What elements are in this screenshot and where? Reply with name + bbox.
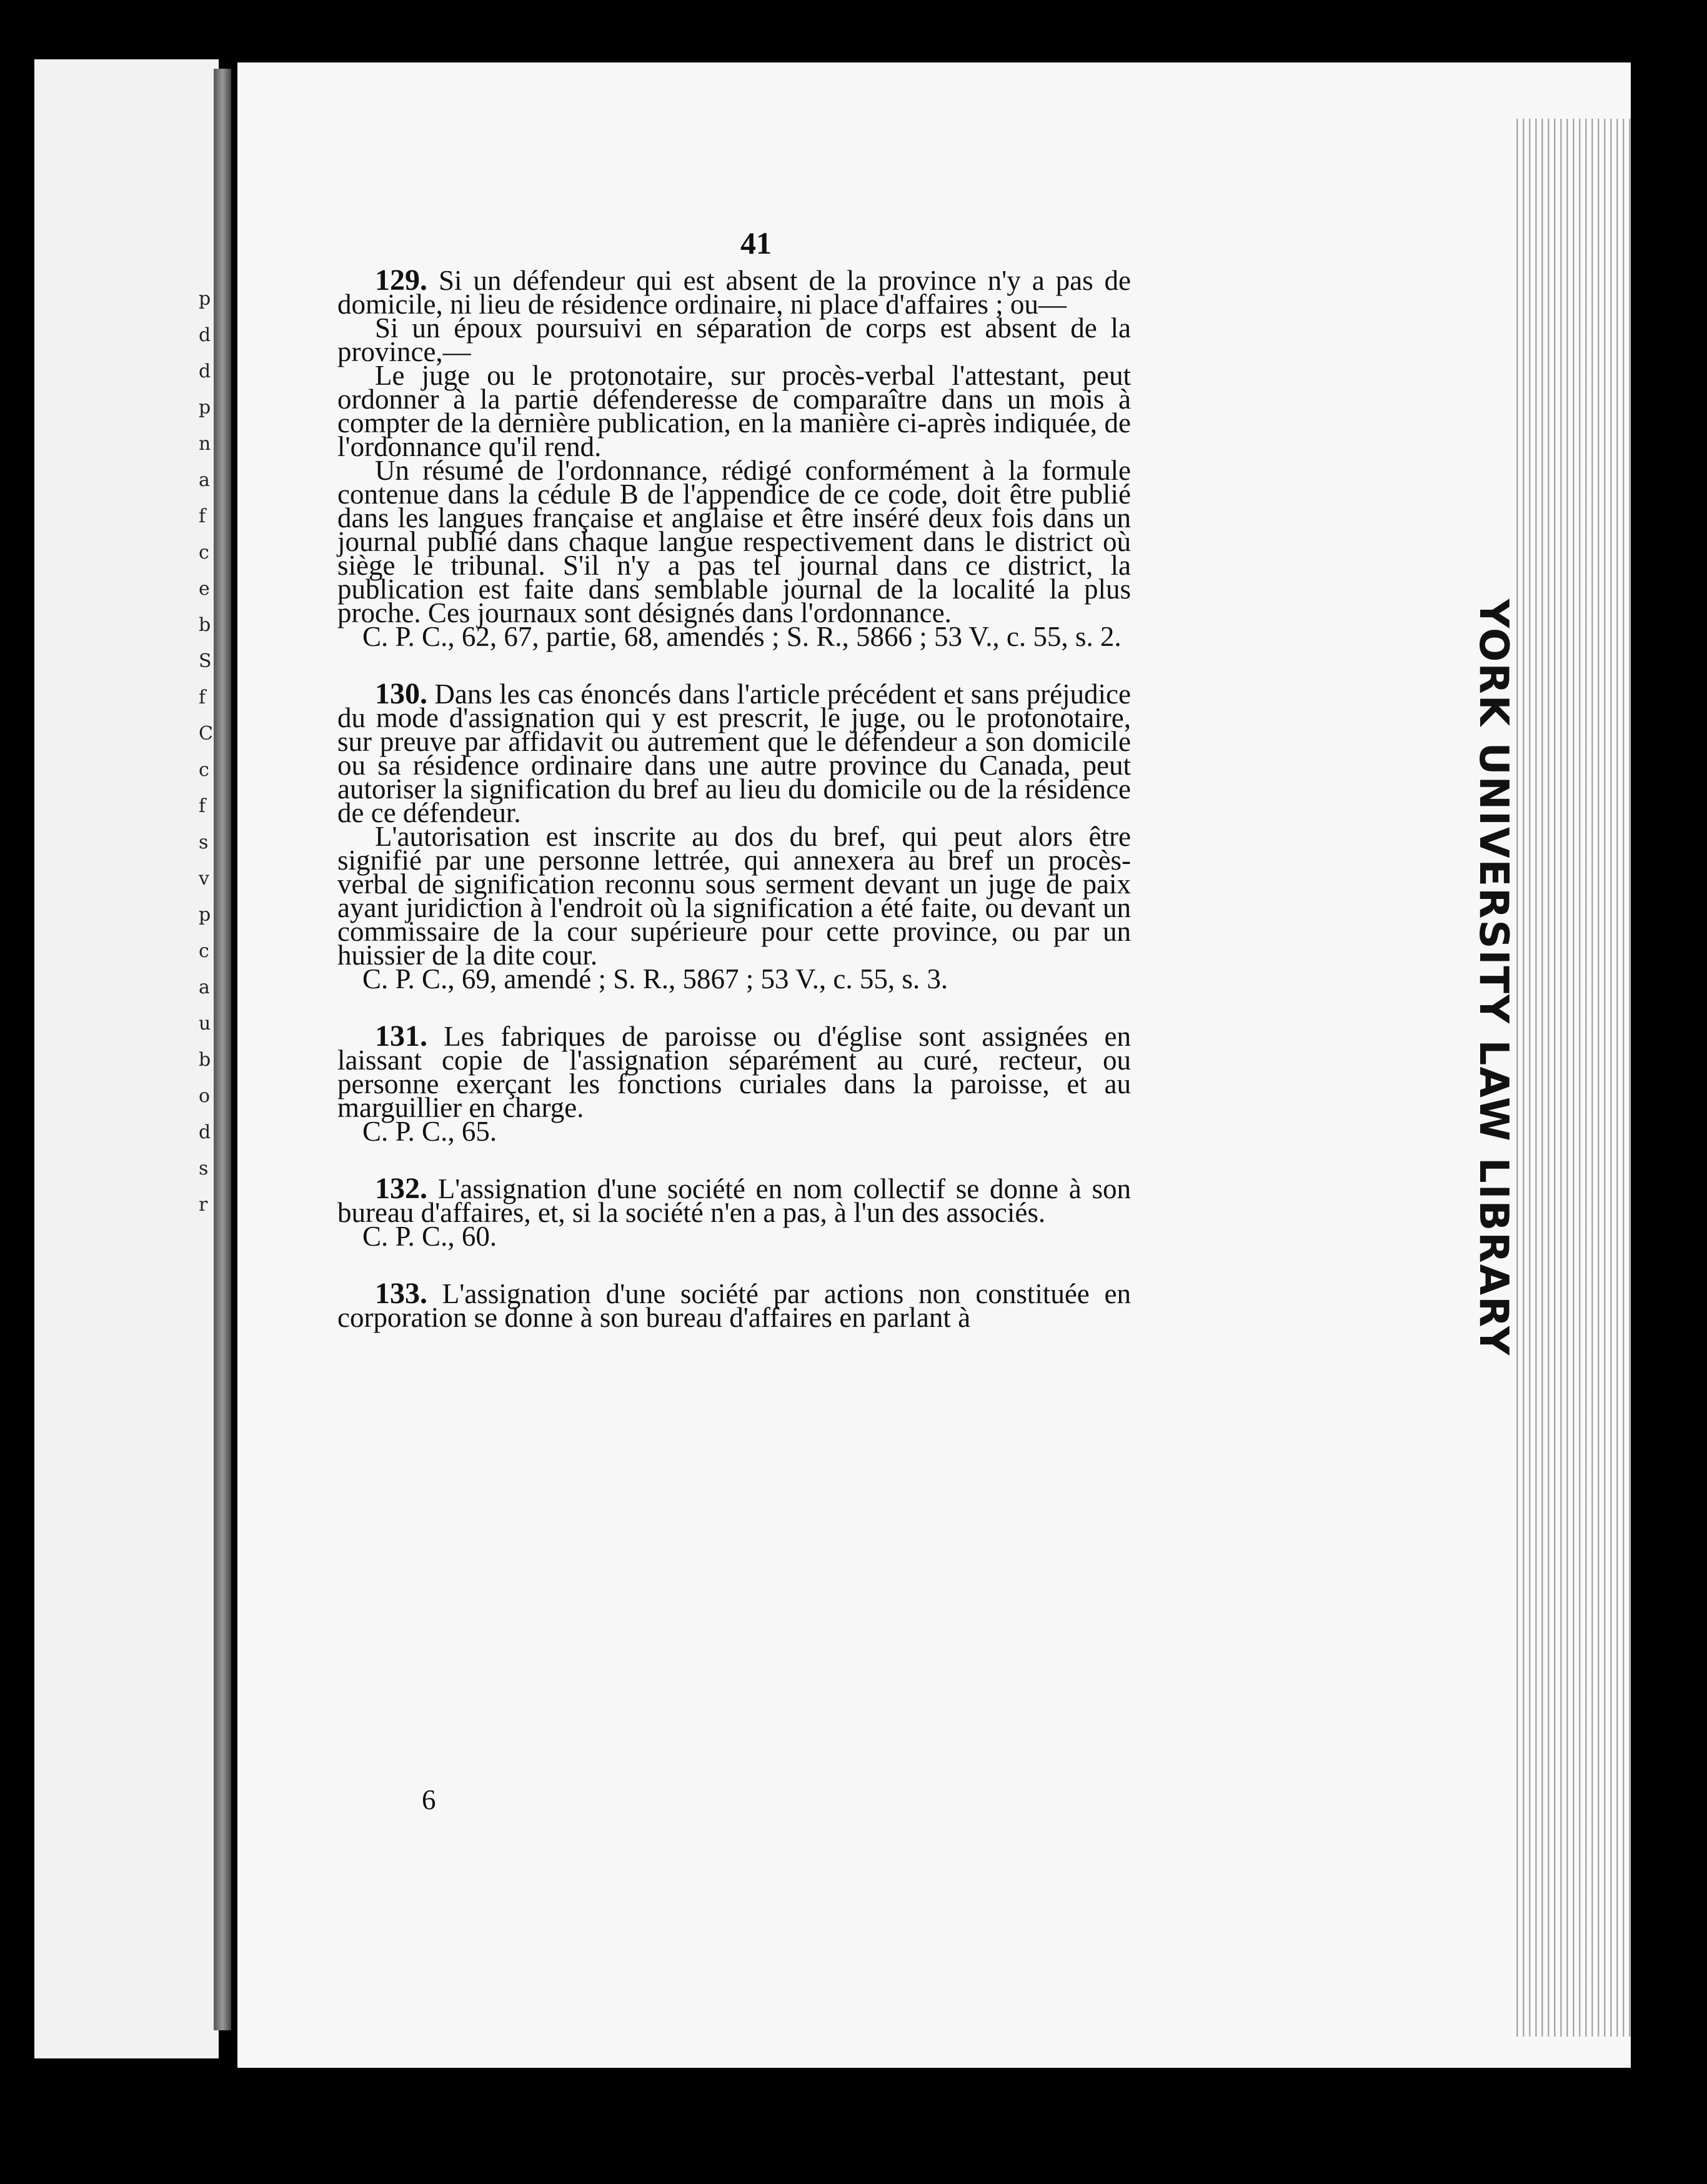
article-132	[337, 1172, 1131, 1252]
margin-fragment: d	[199, 1121, 211, 1143]
article-paragraph: 132. L'assignation d'une société en nom collectif se donne à son bureau d'affaires, et, si la société n'en a pas, à l'un des associés.	[337, 1172, 1131, 1228]
margin-fragment: C	[199, 723, 213, 745]
article-number: 131.	[375, 1020, 427, 1053]
margin-fragment: c	[199, 759, 209, 781]
book-spine	[214, 69, 231, 2030]
margin-fragment: c	[199, 940, 209, 962]
margin-fragment: u	[199, 1013, 211, 1035]
margin-fragment: f	[199, 505, 206, 527]
margin-fragment: s	[199, 831, 209, 853]
article-paragraph: 129. Si un défendeur qui est absent de la province n'y a pas de domicile, ni lieu de résidence ordinaire, ni place d'affaires ; ou—	[337, 264, 1132, 320]
left-page-margin-fragments	[199, 281, 214, 1718]
library-stamp-text: YORK UNIVERSITY LAW LIBRARY	[1470, 598, 1516, 1357]
article-reference: C. P. C., 65.	[362, 1116, 497, 1147]
margin-fragment: f	[199, 795, 206, 817]
article-number: 132.	[375, 1172, 427, 1205]
signature-mark: 6	[422, 1784, 436, 1815]
margin-fragment: c	[199, 542, 209, 563]
article-reference: C. P. C., 69, amendé ; S. R., 5867 ; 53 V., c. 55, s. 3.	[362, 963, 948, 995]
margin-fragment: e	[199, 578, 210, 600]
article-reference: C. P. C., 62, 67, partie, 68, amendés ; S. R., 5866 ; 53 V., c. 55, s. 2.	[362, 621, 1122, 652]
article-paragraph: Le juge ou le protonotaire, sur procès-verbal l'attestant, peut ordonner à la partie défenderesse de comparaître dans un mois à compter de la dernière publication, en la manière ci-après indiquée, de l'ordonnance qu'il rend.	[337, 360, 1131, 462]
margin-fragment: n	[199, 433, 211, 455]
article-130	[337, 677, 1131, 995]
margin-fragment: f	[199, 687, 206, 708]
article-paragraph: 130. Dans les cas énoncés dans l'article précédent et sans préjudice du mode d'assignation qui y est prescrit, le juge, ou le protonotaire, sur preuve par affidavit ou autrement que le défendeur a son domicile ou sa résidence ordinaire dans une autre province du Canada, peut autoriser la signification du bref au lieu du domicile ou de la résidence de ce défendeur.	[337, 677, 1131, 828]
article-133	[337, 1277, 1131, 1333]
margin-fragment: S	[199, 650, 212, 672]
article-paragraph: Si un époux poursuivi en séparation de corps est absent de la province,—	[337, 312, 1131, 367]
article-129	[337, 264, 1132, 652]
library-stamp	[1462, 598, 1525, 1357]
text-column	[337, 264, 1132, 1862]
margin-fragment: p	[199, 904, 211, 926]
article-number: 129.	[375, 264, 427, 297]
article-number: 133.	[375, 1277, 427, 1310]
article-paragraph: 131. Les fabriques de paroisse ou d'église sont assignées en laissant copie de l'assignation séparément au curé, recteur, ou personne exerçant les fonctions curiales dans la paroisse, et au marguillier en charge.	[337, 1020, 1131, 1123]
margin-fragment: p	[199, 288, 211, 310]
article-paragraph: 133. L'assignation d'une société par actions non constituée en corporation se donne à son bureau d'affaires en parlant à	[337, 1277, 1131, 1333]
article-reference: C. P. C., 60.	[362, 1221, 497, 1252]
margin-fragment: d	[199, 324, 211, 346]
left-page	[34, 59, 219, 2058]
page-number: 41	[740, 226, 772, 261]
margin-fragment: a	[199, 469, 210, 491]
margin-fragment: v	[199, 868, 209, 890]
article-paragraph: L'autorisation est inscrite au dos du bref, qui peut alors être signifié par une personne lettrée, qui annexera au bref un procès-verbal de signification reconnu sous serment devant un juge de paix ayant juridiction à l'endroit où la signification a été faite, ou devant un commissaire de la cour supérieure pour cette province, ou par un huissier de la dite cour.	[337, 821, 1131, 971]
article-number: 130.	[375, 677, 427, 710]
margin-fragment: p	[199, 397, 211, 419]
article-131	[337, 1020, 1131, 1147]
article-paragraph: Un résumé de l'ordonnance, rédigé conformément à la formule contenue dans la cédule B de l'appendice de ce code, doit être publié dans les langues française et anglaise et être inséré deux fois dans un journal publié dans chaque langue respectivement dans le district où siège le tribunal. S'il n'y a pas tel journal dans ce district, la publication est faite dans semblable journal de la localité la plus proche. Ces journaux sont désignés dans l'ordonnance.	[337, 455, 1131, 628]
margin-fragment: o	[199, 1085, 211, 1107]
margin-fragment: s	[199, 1158, 209, 1179]
margin-fragment: d	[199, 360, 211, 382]
margin-fragment: b	[199, 1049, 211, 1071]
page-edges	[1512, 119, 1631, 2037]
margin-fragment: b	[199, 614, 211, 636]
margin-fragment: r	[199, 1194, 208, 1216]
margin-fragment: a	[199, 976, 210, 998]
